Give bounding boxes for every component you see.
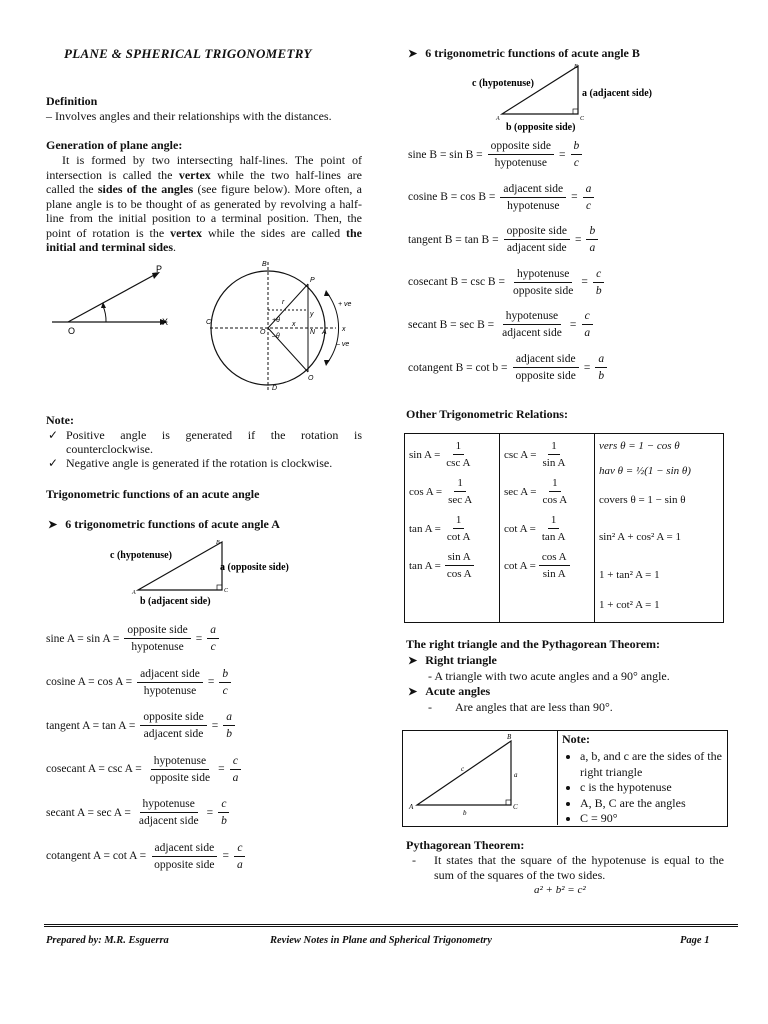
variable-fraction [219, 668, 231, 697]
relation-numerator: sin A [445, 551, 474, 566]
variable-fraction [223, 711, 235, 740]
ratio-denominator: opposite side [515, 370, 576, 382]
relation-fraction [445, 477, 475, 506]
acute-angles-sub-text: Acute angles [425, 684, 491, 698]
variable-fraction [218, 798, 230, 827]
relation-fraction [444, 551, 475, 580]
right-triangle-figure [403, 731, 553, 826]
relation-numerator: cos A [539, 551, 570, 566]
acute-angles-sub [408, 684, 490, 699]
relation-row [409, 547, 495, 584]
note-item: ✓ Negative angle is generated if the rotation is clockwise. [46, 456, 362, 470]
variable-denominator: c [573, 157, 579, 169]
variable-numerator: a [223, 711, 235, 726]
function-label: cosine B = cos B = [408, 191, 496, 204]
fig1-p-label: P [156, 264, 163, 274]
fig2-x: x [292, 321, 296, 328]
fig2-pos: + ve [338, 301, 352, 308]
note-box-text [557, 730, 728, 825]
ratio-fraction [510, 268, 576, 297]
equals-sign: = [581, 276, 588, 289]
relation-fraction [539, 551, 570, 580]
tri-b-A: A [496, 116, 500, 122]
arrow-bullet-icon: ➤ [408, 686, 418, 698]
relation-pyth3: 1 + cot² A = 1 [599, 599, 660, 611]
right-triangle-sub-text: Right triangle [425, 653, 497, 667]
tri-b-B: B [574, 64, 578, 70]
generation-p3: (see figure below). More often, a plane angle is to be thought of as generated by revolving a half-line from the initial position to a terminal position. Then, the point of rotation is the [46, 182, 362, 240]
equals-sign: = [569, 318, 577, 331]
generation-paragraph [46, 153, 362, 255]
variable-denominator: a [584, 327, 591, 340]
pythagoras-text: It states that the square of the hypotenuse is equal to the sum of the squares of the two sides. [434, 853, 724, 882]
fig2-theta2: –θ [272, 333, 280, 340]
relation-row [409, 510, 495, 547]
note-tri-a: a [514, 771, 518, 779]
tri-a-opp: a (opposite side) [220, 562, 289, 573]
variable-denominator: b [598, 370, 605, 382]
relation-denominator: cos A [446, 568, 472, 580]
ratio-denominator: hypotenuse [507, 199, 560, 212]
acute-angles-text: Are angles that are less than 90°. [455, 700, 613, 714]
relation-denominator: sin A [542, 457, 566, 469]
footer-right: Page 1 [680, 935, 710, 946]
variable-denominator: b [221, 815, 227, 827]
trigA-row [46, 755, 244, 784]
generation-vertex: vertex [178, 167, 211, 182]
variable-numerator: c [234, 842, 245, 857]
variable-numerator: c [593, 268, 604, 283]
pythagoras-formula: a² + b² = c² [534, 884, 586, 896]
definition-heading: Definition [46, 94, 98, 108]
fig2-c: C [206, 319, 212, 326]
note-tri-A: A [409, 803, 414, 811]
ratio-fraction [500, 183, 566, 212]
tri-a-B: B [216, 540, 220, 546]
relations-heading: Other Trigonometric Relations: [406, 407, 568, 421]
variable-numerator: c [230, 755, 241, 770]
note-tri-b: b [463, 809, 467, 817]
variable-denominator: b [595, 284, 602, 297]
pythagoras-dash: - [412, 853, 416, 867]
note-item: ✓ Positive angle is generated if the rotation is counterclockwise. [46, 428, 362, 456]
equals-sign: = [583, 361, 591, 374]
relations-col1 [405, 434, 500, 623]
trig-heading: Trigonometric functions of an acute angle [46, 487, 260, 501]
ratio-numerator: opposite side [488, 140, 554, 155]
relation-denominator: csc A [446, 457, 471, 469]
note-box [402, 730, 728, 827]
relation-lhs: csc A = [504, 448, 537, 461]
ratio-fraction [513, 353, 579, 382]
relation-lhs: cot A = [504, 559, 536, 572]
right-triangle-sub [408, 653, 497, 668]
ratio-denominator: adjacent side [506, 242, 567, 255]
trigB-row [408, 310, 596, 339]
tri-a-adj: b (adjacent side) [140, 596, 211, 607]
generation-vertex2: vertex [170, 225, 203, 240]
variable-numerator: b [219, 668, 231, 683]
variable-numerator: a [207, 624, 219, 639]
function-label: cotangent B = cot b = [408, 361, 508, 374]
relation-fraction [443, 440, 473, 469]
trigB-row [408, 183, 597, 212]
variable-fraction [234, 842, 246, 871]
relation-numerator: 1 [549, 477, 561, 492]
note-box-heading: Note: [562, 732, 590, 746]
relation-numerator: 1 [453, 440, 465, 455]
ratio-fraction [499, 310, 565, 339]
trig-a-subheading [48, 517, 280, 532]
variable-fraction [207, 624, 219, 653]
equals-sign: = [571, 191, 578, 204]
tri-b-hyp: c (hypotenuse) [472, 78, 534, 89]
tri-b-C: C [580, 116, 585, 122]
fig2-y: y [310, 311, 314, 318]
relation-numerator: 1 [548, 514, 560, 529]
equals-sign: = [222, 850, 230, 862]
note-tri-c: c [461, 765, 465, 773]
note-box-item: • c is the hypotenuse [580, 780, 728, 796]
fig2-a: A [322, 329, 327, 336]
fig2-r: r [282, 299, 285, 306]
trig-b-subheading-text: 6 trigonometric functions of acute angle B [425, 46, 640, 60]
fig2-n: N [310, 329, 316, 336]
tri-a-hyp: c (hypotenuse) [110, 550, 172, 561]
function-label: secant B = sec B = [408, 318, 495, 331]
ratio-denominator: opposite side [149, 771, 211, 784]
ratio-fraction [137, 668, 203, 697]
variable-fraction [593, 268, 605, 297]
relation-row [504, 510, 590, 547]
ratio-denominator: adjacent side [138, 815, 199, 827]
angle-figure [48, 262, 178, 346]
equals-sign: = [574, 233, 582, 246]
ratio-numerator: opposite side [504, 225, 570, 240]
note-box-item: • A, B, C are the angles [580, 796, 728, 812]
acute-angles-dash: - [428, 700, 432, 714]
relation-fraction [539, 440, 568, 469]
relation-numerator: 1 [548, 440, 560, 455]
equals-sign: = [559, 148, 566, 161]
relation-lhs: cot A = [504, 522, 536, 535]
trigB-row [408, 353, 610, 382]
note-list [46, 428, 362, 470]
ratio-numerator: opposite side [124, 624, 190, 639]
tri-a-A: A [132, 590, 136, 596]
variable-numerator: b [586, 225, 598, 240]
relation-denominator: tan A [541, 531, 566, 543]
variable-denominator: a [237, 858, 243, 871]
equals-sign: = [195, 632, 203, 645]
ratio-denominator: hypotenuse [131, 641, 184, 653]
circle-figure [196, 254, 372, 396]
trig-b-subheading [408, 46, 640, 61]
trigB-row [408, 140, 585, 169]
equals-sign: = [206, 806, 214, 819]
ratio-numerator: adjacent side [152, 842, 218, 857]
relation-fraction [444, 514, 474, 543]
ratio-numerator: opposite side [140, 711, 206, 726]
relation-row [409, 473, 495, 510]
ratio-numerator: adjacent side [137, 668, 203, 683]
variable-fraction [586, 225, 598, 254]
variable-denominator: c [222, 684, 228, 697]
generation-p1: It is formed by two intersecting half-lines. The point of intersection is called the [46, 153, 362, 182]
ratio-denominator: hypotenuse [143, 684, 197, 697]
function-label: sine B = sin B = [408, 148, 483, 161]
trigA-row [46, 842, 249, 871]
variable-denominator: c [210, 641, 216, 653]
relation-pyth1: sin² A + cos² A = 1 [599, 531, 681, 543]
tri-b-opp: b (opposite side) [506, 122, 576, 133]
trigB-row [408, 268, 608, 297]
fig2-neg: – ve [336, 341, 350, 348]
fig2-o2: O [308, 375, 314, 382]
equals-sign: = [218, 763, 225, 775]
relation-lhs: sin A = [409, 448, 441, 461]
note-tri-C: C [513, 803, 518, 811]
fig2-xp: x [342, 326, 346, 333]
ratio-denominator: opposite side [512, 284, 574, 297]
relation-row [504, 547, 590, 584]
variable-denominator: c [585, 199, 592, 212]
relation-covers: covers θ = 1 − sin θ [599, 494, 686, 506]
relation-denominator: sec A [448, 494, 473, 506]
arrow-bullet-icon: ➤ [408, 48, 418, 60]
variable-fraction [595, 353, 607, 382]
generation-p5: . [173, 240, 177, 254]
relation-denominator: sin A [542, 568, 566, 580]
fig2-d: D [272, 385, 278, 392]
variable-numerator: c [582, 310, 593, 325]
definition-text: – Involves angles and their relationships with the distances. [46, 109, 332, 123]
fig1-x-label: X [162, 317, 169, 327]
page-title: PLANE & SPHERICAL TRIGONOMETRY [64, 46, 312, 61]
relation-lhs: cos A = [409, 485, 443, 498]
ratio-fraction [151, 842, 217, 871]
right-triangle-text: - A triangle with two acute angles and a 90° angle. [428, 669, 670, 683]
trigA-row [46, 624, 222, 653]
variable-denominator: a [232, 771, 239, 784]
relation-lhs: tan A = [409, 522, 441, 535]
relations-col2 [500, 434, 595, 623]
fig1-o-label: O [68, 326, 76, 336]
relation-lhs: sec A = [504, 485, 537, 498]
pythagoras-heading: Pythagorean Theorem: [406, 838, 525, 852]
relation-numerator: 1 [454, 477, 466, 492]
equals-sign: = [211, 719, 219, 732]
note-box-item: • a, b, and c are the sides of the right triangle [580, 749, 728, 780]
relation-row [409, 436, 495, 473]
variable-fraction [571, 140, 583, 169]
relation-fraction [539, 477, 570, 506]
trigA-row [46, 711, 238, 740]
relation-hav: hav θ = ½(1 − sin θ) [599, 465, 691, 477]
fig2-p: P [310, 277, 315, 284]
function-label: tangent B = tan B = [408, 233, 499, 246]
generation-heading: Generation of plane angle: [46, 138, 183, 152]
ratio-numerator: hypotenuse [140, 798, 198, 813]
variable-numerator: c [218, 798, 229, 813]
note-tri-B: B [507, 733, 512, 741]
footer-left: Prepared by: M.R. Esguerra [46, 935, 169, 946]
function-label: tangent A = tan A = [46, 719, 136, 732]
ratio-denominator: adjacent side [502, 327, 562, 340]
note-box-item: • C = 90° [580, 811, 728, 827]
generation-p2: while the two half-lines are called the [46, 167, 362, 196]
relation-lhs: tan A = [409, 559, 441, 572]
ratio-fraction [136, 798, 202, 827]
function-label: cotangent A = cot A = [46, 850, 147, 862]
tri-b-adj: a (adjacent side) [582, 88, 652, 99]
function-label: sine A = sin A = [46, 632, 120, 645]
fig2-theta: +θ [272, 317, 280, 324]
variable-denominator: b [226, 728, 232, 740]
relation-pyth2: 1 + tan² A = 1 [599, 569, 660, 581]
trigA-row [46, 668, 234, 697]
relations-col3 [595, 434, 724, 623]
footer-center: Review Notes in Plane and Spherical Trigonometry [270, 935, 492, 946]
variable-numerator: a [583, 183, 595, 198]
generation-p4: while the sides are called [202, 225, 346, 240]
trigA-row [46, 798, 233, 827]
trig-a-subheading-text: 6 trigonometric functions of acute angle A [65, 517, 280, 531]
function-label: cosecant A = csc A = [46, 763, 142, 775]
fig2-o: O [260, 329, 266, 336]
variable-numerator: b [571, 140, 583, 155]
ratio-fraction [504, 225, 570, 254]
triangle-b-figure [470, 62, 670, 138]
generation-sides: sides of the angles [97, 182, 194, 196]
ratio-denominator: opposite side [154, 858, 215, 871]
ratio-numerator: hypotenuse [151, 755, 209, 770]
ratio-fraction [124, 624, 190, 653]
ratio-numerator: adjacent side [513, 353, 579, 368]
triangle-a-figure [104, 536, 314, 610]
ratio-numerator: hypotenuse [503, 310, 561, 325]
function-label: secant A = sec A = [46, 806, 131, 819]
ratio-denominator: hypotenuse [494, 157, 548, 169]
relation-numerator: 1 [453, 514, 465, 529]
equals-sign: = [207, 676, 215, 688]
function-label: cosine A = cos A = [46, 676, 133, 688]
relations-table [404, 433, 724, 623]
variable-fraction [583, 183, 595, 212]
ratio-numerator: adjacent side [500, 183, 566, 198]
relation-vers: vers θ = 1 − cos θ [599, 440, 680, 452]
ratio-numerator: hypotenuse [514, 268, 572, 283]
relation-denominator: cos A [542, 494, 568, 506]
arrow-bullet-icon: ➤ [48, 519, 58, 531]
footer-rule [44, 924, 738, 927]
ratio-fraction [147, 755, 213, 784]
variable-denominator: a [589, 242, 596, 255]
variable-fraction [230, 755, 242, 784]
variable-numerator: a [595, 353, 607, 368]
generation-initial: the initial and terminal sides [46, 225, 362, 254]
relation-denominator: cot A [446, 531, 471, 543]
function-label: cosecant B = csc B = [408, 276, 505, 289]
relation-fraction [539, 514, 569, 543]
ratio-fraction [140, 711, 206, 740]
relation-row [504, 436, 590, 473]
fig2-b: B [262, 261, 267, 268]
ratio-denominator: adjacent side [143, 728, 204, 740]
relation-row [504, 473, 590, 510]
right-triangle-heading: The right triangle and the Pythagorean Theorem: [406, 637, 660, 651]
variable-fraction [581, 310, 593, 339]
note-heading: Note: [46, 413, 74, 427]
tri-a-C: C [224, 588, 229, 594]
arrow-bullet-icon: ➤ [408, 655, 418, 667]
ratio-fraction [488, 140, 554, 169]
trigB-row [408, 225, 601, 254]
